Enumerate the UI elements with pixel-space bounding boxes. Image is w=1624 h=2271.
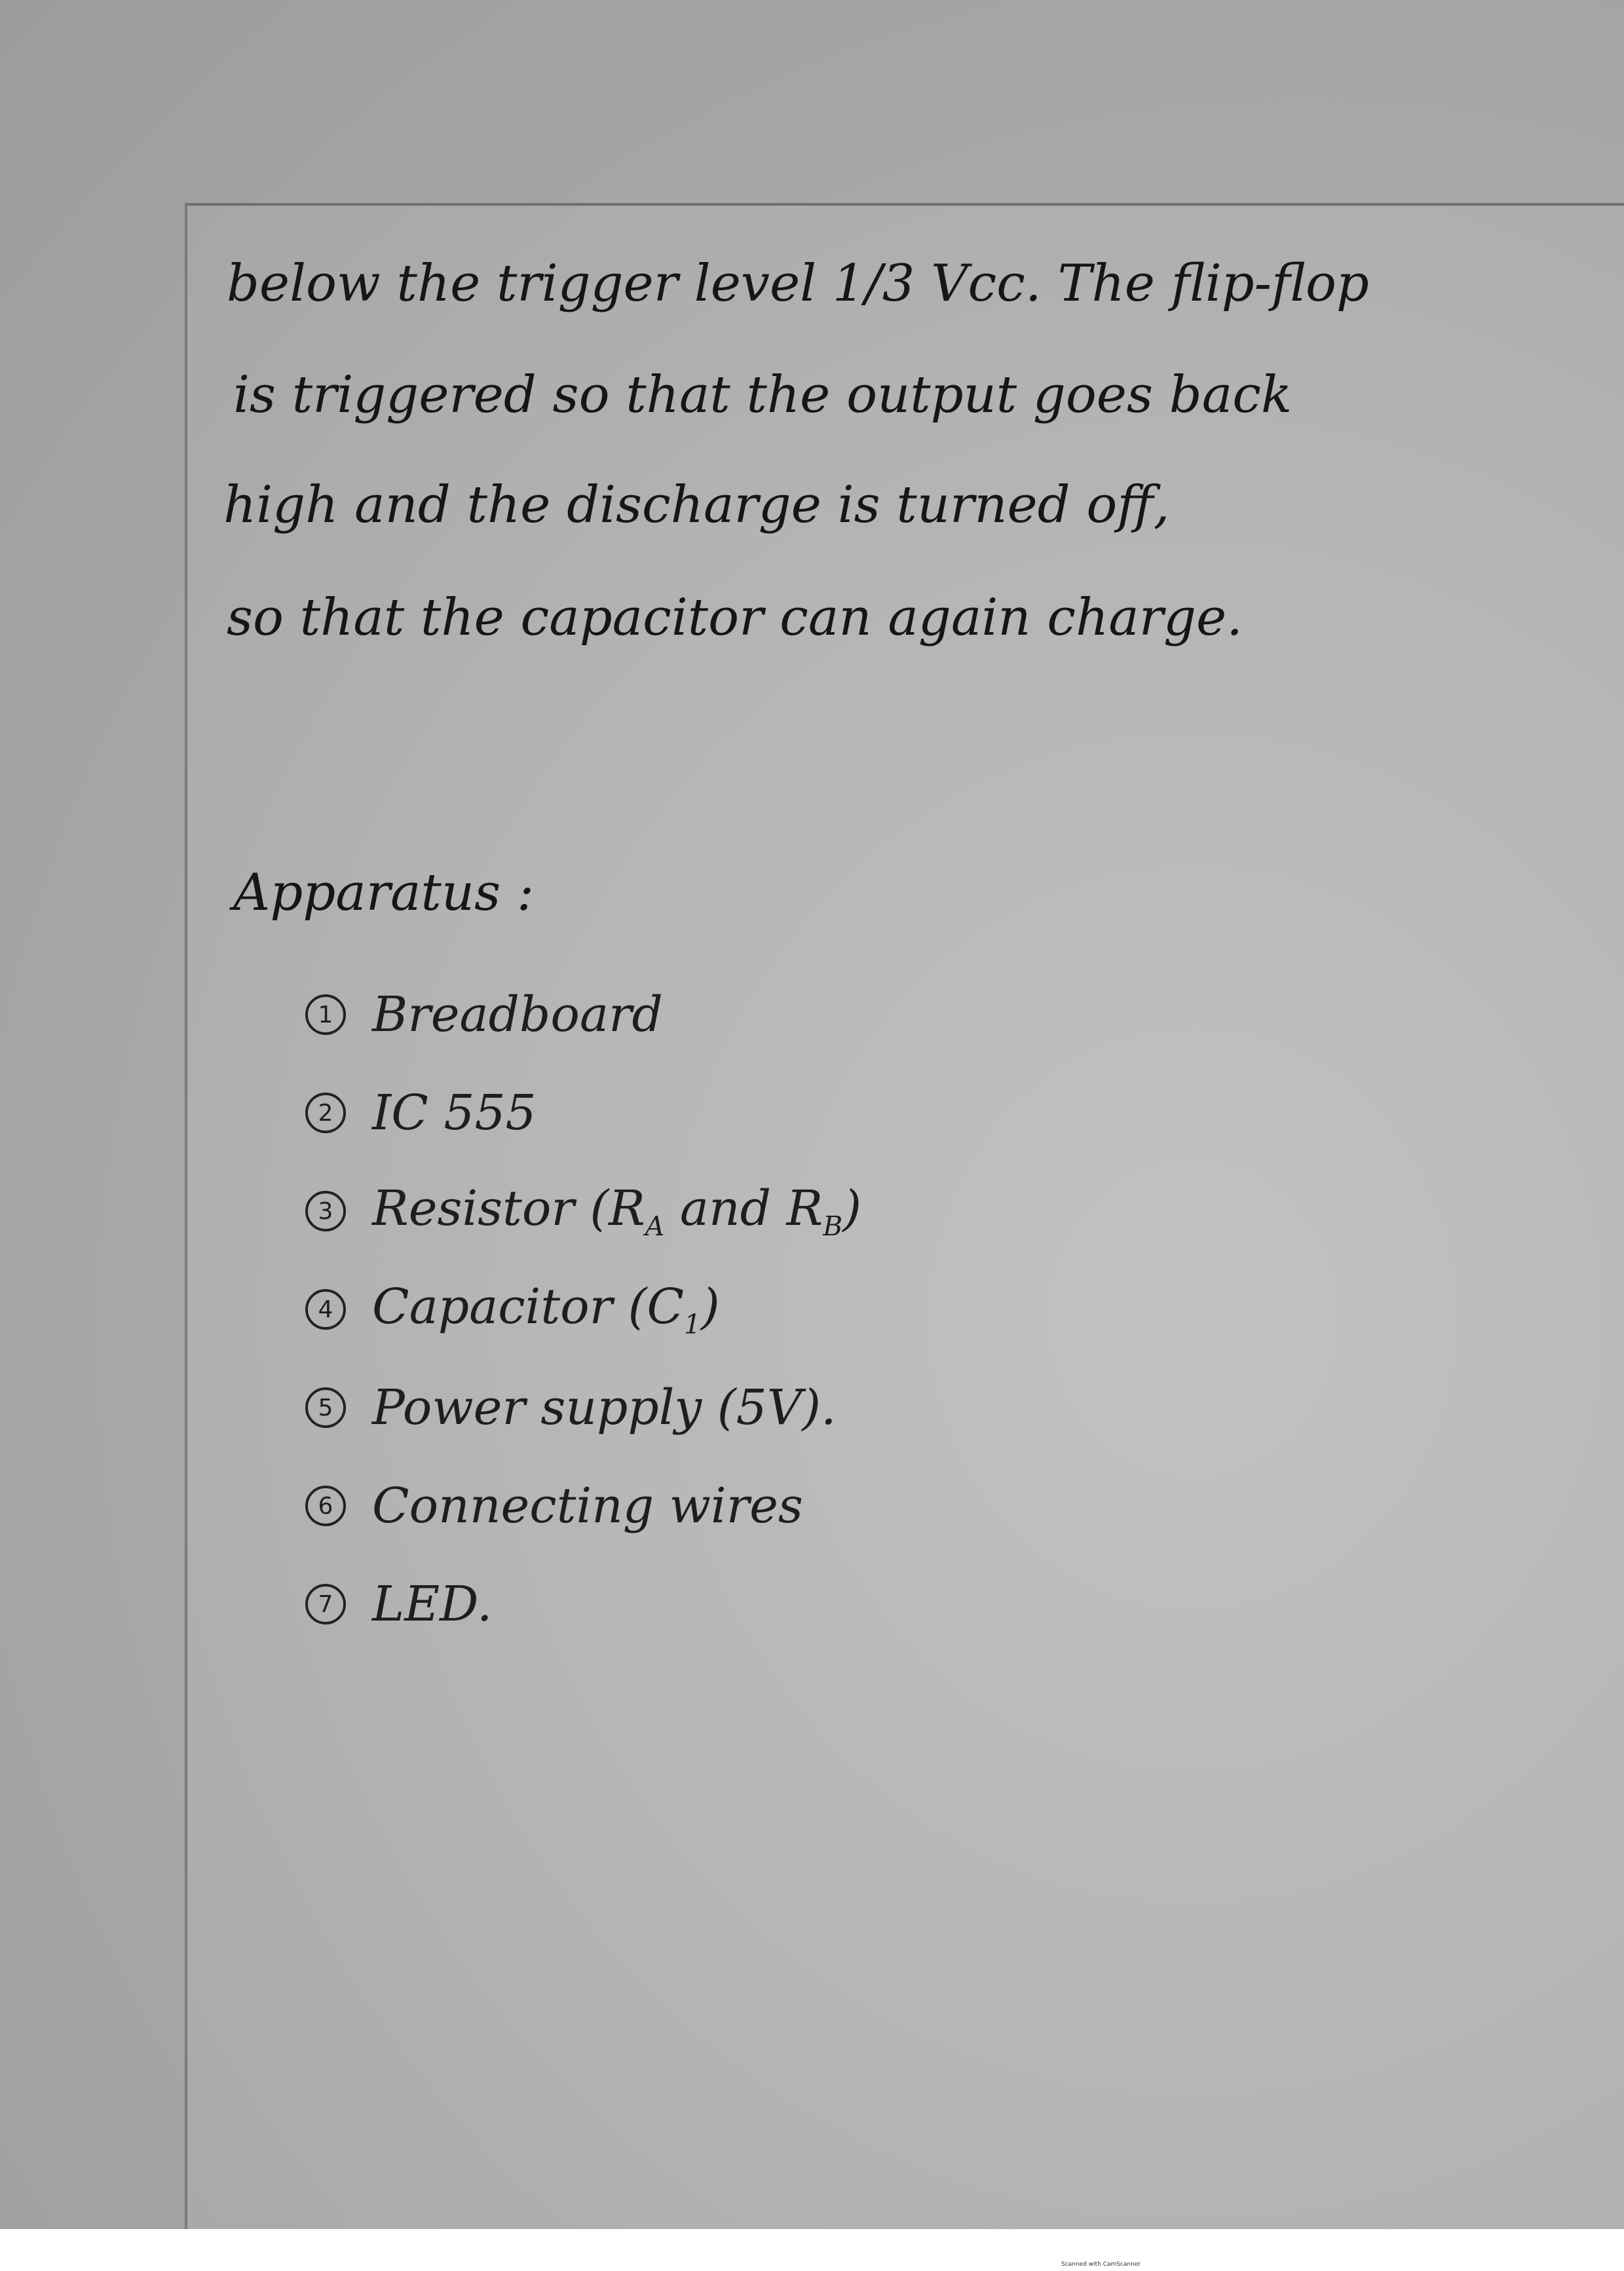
apparatus-item <box>305 966 861 1064</box>
item-text-part: ) <box>842 1180 861 1237</box>
item-number: 2 <box>305 1093 346 1133</box>
apparatus-item <box>305 1260 861 1359</box>
item-text <box>372 1279 720 1340</box>
item-number: 5 <box>305 1387 346 1428</box>
item-text: Breadboard <box>372 986 663 1043</box>
text-line: below the trigger level 1/3 Vcc. The flip-flop <box>227 254 1369 313</box>
item-text <box>372 1180 861 1242</box>
footer-strip <box>0 2229 1624 2271</box>
subscript: 1 <box>684 1308 701 1340</box>
item-number: 3 <box>305 1191 346 1231</box>
apparatus-item <box>305 1457 861 1555</box>
item-text: Power supply (5V). <box>372 1379 837 1436</box>
item-number: 1 <box>305 994 346 1035</box>
apparatus-item <box>305 1555 861 1653</box>
item-text-part: Resistor (R <box>372 1180 645 1237</box>
apparatus-list <box>305 966 861 1653</box>
item-text: Connecting wires <box>372 1478 803 1534</box>
item-text-part: Capacitor (C <box>372 1279 685 1336</box>
subscript: A <box>645 1210 665 1242</box>
scanner-credit: Scanned with CamScanner <box>1061 2261 1141 2268</box>
notebook-page <box>185 203 1624 2229</box>
item-number: 6 <box>305 1486 346 1526</box>
item-number: 4 <box>305 1289 346 1330</box>
item-text: LED. <box>372 1576 493 1632</box>
item-text-part: ) <box>700 1279 720 1336</box>
item-text: IC 555 <box>372 1085 537 1141</box>
text-line: is triggered so that the output goes back <box>233 366 1293 424</box>
text-line: so that the capacitor can again charge. <box>227 588 1243 647</box>
apparatus-item <box>305 1064 861 1162</box>
text-line: high and the discharge is turned off, <box>223 476 1170 535</box>
apparatus-heading: Apparatus : <box>233 863 535 922</box>
item-number: 7 <box>305 1584 346 1624</box>
subscript: B <box>823 1210 843 1242</box>
item-text-part: and R <box>664 1180 823 1237</box>
apparatus-item <box>305 1359 861 1457</box>
apparatus-item <box>305 1162 861 1260</box>
